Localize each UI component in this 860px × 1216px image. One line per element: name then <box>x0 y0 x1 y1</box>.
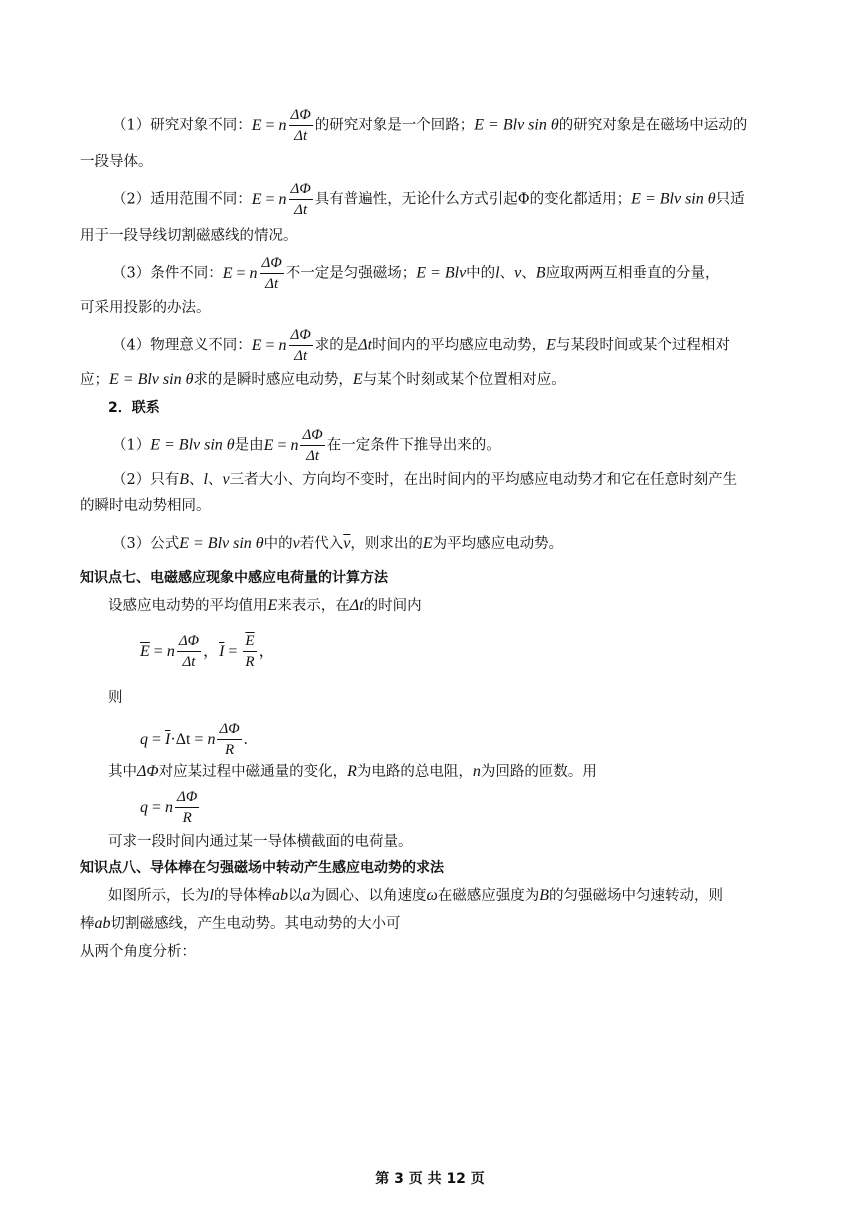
knowledge-point-7-title: 知识点七、电磁感应现象中感应电荷量的计算方法 <box>80 570 388 586</box>
paragraph-4-line-1: （4）物理意义不同：E = n $\frac{\Delta\Phi}{\Delta t}$ 求的是Δt时间内的平均感应电动势，E与某段时间或某个过程相对 <box>112 327 730 364</box>
text: （2）适用范围不同： <box>112 191 252 208</box>
relation-3: （3）公式E = Blv sin θ中的v若代入$\overline{v}$，则求出的E为平均感应电动势。 <box>112 535 564 552</box>
paragraph-2-line-1 <box>0 180 860 220</box>
k7-then: 则 <box>108 690 123 706</box>
k7-paragraph-1: 设感应电动势的平均值用E来表示，在Δt的时间内 <box>108 597 422 614</box>
text: 的研究对象是在磁场中运动的 <box>558 117 748 134</box>
formula-faraday: E = n $\frac{\Delta\Phi}{\Delta t}$ <box>251 181 311 218</box>
relation-1: （1）E = Blv sin θ是由E = n $\frac{\Delta\Phi}{\Delta t}$ 在一定条件下推导出来的。 <box>112 427 501 464</box>
text: 不一定是匀强磁场； <box>285 265 417 282</box>
formula-blv: E = Blv <box>416 264 467 282</box>
text: （1）研究对象不同： <box>112 117 252 134</box>
section-heading-relation: 2．联系 <box>108 400 160 416</box>
text: 时间内的平均感应电动势， <box>372 337 547 354</box>
paragraph-1-line-1 <box>0 106 860 146</box>
k7-paragraph-3: 可求一段时间内通过某一导体横截面的电荷量。 <box>108 834 413 850</box>
paragraph-4-line-2: 应；E = Blv sin θ求的是瞬时感应电动势，E与某个时刻或某个位置相对应。 <box>80 371 566 388</box>
text: 与某段时间或某个过程相对 <box>555 337 730 354</box>
text: 一段导体。 <box>80 154 153 170</box>
k8-paragraph-1-line-3: 从两个角度分析： <box>80 944 196 960</box>
paragraph-1-line-2 <box>0 152 860 172</box>
text: 只适 <box>715 191 745 208</box>
paragraph-3-line-1: （3）条件不同：E = n $\frac{\Delta\Phi}{\Delta t}$ 不一定是匀强磁场；E = Blv中的l、v、B应取两两互相垂直的分量， <box>112 255 720 292</box>
formula-faraday: E = n $\frac{\Delta\Phi}{\Delta t}$ <box>251 107 311 144</box>
text: 具有普遍性，无论什么方式引起Φ的变化都适用； <box>314 191 632 208</box>
knowledge-point-8-title: 知识点八、导体棒在匀强磁场中转动产生感应电动势的求法 <box>80 860 444 876</box>
paragraph-2-line-2 <box>0 226 860 246</box>
relation-2-line-1: （2）只有B、l、v三者大小、方向均不变时，在出时间内的平均感应电动势才和它在任意时刻产生 <box>112 471 738 488</box>
relation-2-line-2: 的瞬时电动势相同。 <box>80 498 211 514</box>
text: 的研究对象是一个回路； <box>314 117 475 134</box>
text: 应取两两互相垂直的分量， <box>545 265 720 282</box>
text: 可采用投影的办法。 <box>80 300 211 316</box>
k7-formula-q: q = n $\frac{\Delta\Phi}{R}$ <box>140 789 198 826</box>
k8-paragraph-1-line-1: 如图所示，长为l的导体棒ab以a为圆心、以角速度ω在磁感应强度为B的匀强磁场中匀速转动，则 <box>108 887 724 904</box>
k7-paragraph-2: 其中ΔΦ对应某过程中磁通量的变化，R为电路的总电阻，n为回路的匝数。用 <box>108 763 597 780</box>
text: 求的是 <box>314 337 359 354</box>
k8-paragraph-1-line-2: 棒ab切割磁感线，产生电动势。其电动势的大小可 <box>80 915 401 932</box>
text: 用于一段导线切割磁感线的情况。 <box>80 228 298 244</box>
formula-motional: E = Blv sin θ <box>631 190 716 208</box>
text: 与某个时刻或某个位置相对应。 <box>362 372 566 388</box>
text: 应； <box>80 372 109 388</box>
formula-faraday: E = n $\frac{\Delta\Phi}{\Delta t}$ <box>251 327 311 364</box>
paragraph-3-line-2 <box>0 298 860 318</box>
text: （4）物理意义不同： <box>112 337 252 354</box>
formula-motional: E = Blv sin θ <box>474 116 559 134</box>
page-footer: 第 3 页 共 12 页 <box>375 1171 485 1187</box>
text: 求的是瞬时感应电动势， <box>193 372 353 388</box>
k7-formula-average-emf: $\overline{E} = n$ $\frac{\Delta\Phi}{\Delta t}$ ，$\overline{I}$ = $\frac{\overline{E}}{R}$ ， <box>140 633 275 670</box>
k7-formula-charge: $q = \overline{I}\cdot\Delta t = n$ $\frac{\Delta\Phi}{R}$ . <box>140 721 248 758</box>
formula-faraday: E = n $\frac{\Delta\Phi}{\Delta t}$ <box>222 255 282 292</box>
text: （3）条件不同： <box>112 265 223 282</box>
text: 中的 <box>466 265 496 282</box>
